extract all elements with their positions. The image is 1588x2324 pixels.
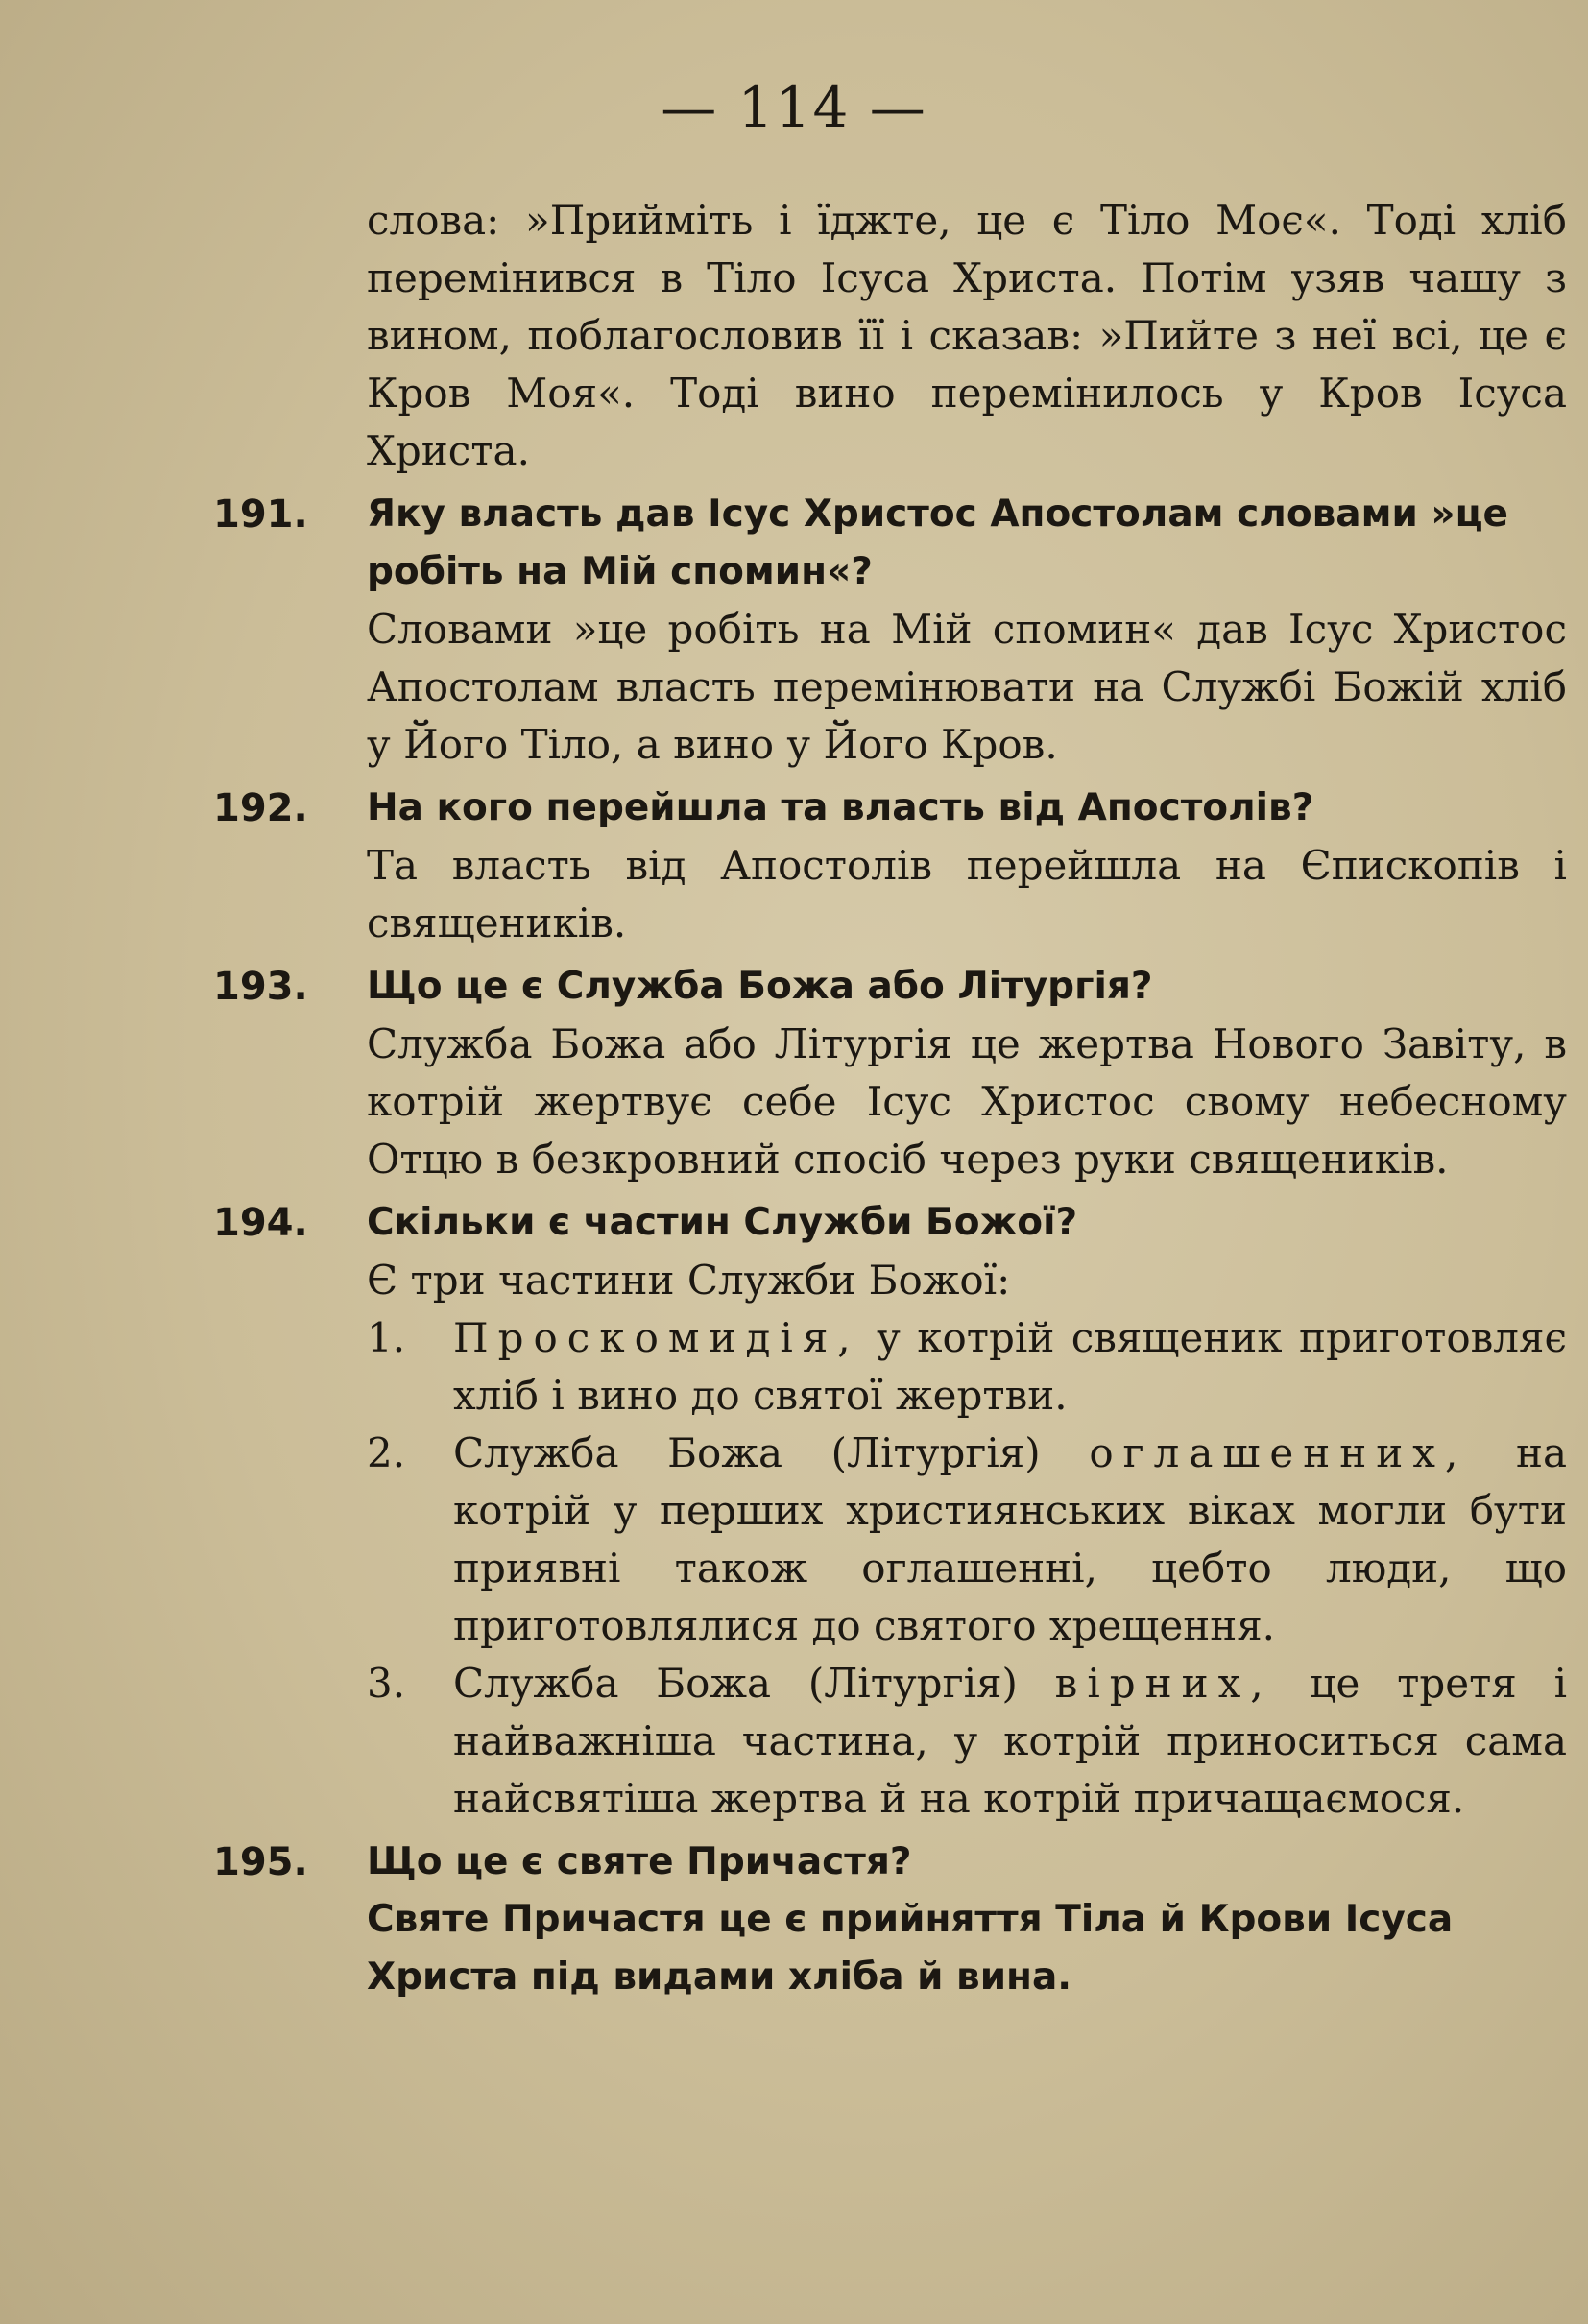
question-192 xyxy=(213,779,1576,952)
answer-text: Служба Божа або Літургія це жертва Нового Завіту, в котрій жертвує себе Ісус Христос свому небесному Отцю в безкровний спосіб через руки священиків. xyxy=(367,1020,1567,1183)
page-number: — 114 — xyxy=(661,75,927,140)
question-text: Яку власть дав Ісус Христос Апостолам словами »це робіть на Мій спомин«? xyxy=(367,492,1508,593)
list-item-prefix: Служба Божа (Літургія) xyxy=(453,1429,1090,1476)
answer-text: Святе Причастя це є прийняття Тіла й Крови Ісуса Христа під видами хліба й вина. xyxy=(367,1898,1454,1999)
question-195 xyxy=(213,1833,1576,2006)
list-item-number: 2. xyxy=(367,1429,406,1476)
intro-paragraph: слова: »Прийміть і їджте, це є Тіло Моє«. Тоді хліб перемінився в Тіло Ісуса Христа. Потім узяв чашу з вином, поблагословив її і сказав: »Пийте з неї всі, це є Кров Моя«. Тоді вино перемінилось у Кров Ісуса Христа. xyxy=(367,197,1567,474)
question-191 xyxy=(213,486,1576,774)
list-item-prefix: Служба Божа (Літургія) xyxy=(453,1660,1055,1707)
question-number: 192. xyxy=(213,786,308,830)
page-content xyxy=(213,192,1576,2006)
list-item xyxy=(367,1309,1567,1425)
question-194 xyxy=(213,1194,1576,1828)
question-number: 191. xyxy=(213,492,308,537)
list-item-number: 1. xyxy=(367,1314,406,1361)
question-text: Що це є святе Причастя? xyxy=(367,1840,912,1883)
question-number: 195. xyxy=(213,1840,308,1884)
question-number: 194. xyxy=(213,1201,308,1245)
list-item-term: Проскомидія, xyxy=(453,1314,860,1361)
question-number: 193. xyxy=(213,965,308,1009)
question-text: Що це є Служба Божа або Літургія? xyxy=(367,965,1153,1008)
answer-text: Словами »це робіть на Мій спомин« дав Ісус Христос Апостолам власть перемінювати на Службі Божій хліб у Його Тіло, а вино у Його Кров. xyxy=(367,606,1567,768)
answer-text: Та власть від Апостолів перейшла на Єпископів і священиків. xyxy=(367,842,1567,946)
list-item-term: вірних, xyxy=(1054,1660,1273,1707)
list-item-term: оглашенних, xyxy=(1089,1429,1468,1476)
question-193 xyxy=(213,958,1576,1188)
list-item-number: 3. xyxy=(367,1660,406,1707)
question-text: Скільки є частин Служби Божої? xyxy=(367,1201,1078,1244)
list-item-text: у котрій священик приготовляє хліб і вино до святої жертви. xyxy=(453,1314,1567,1419)
list-item xyxy=(367,1655,1567,1828)
list-item xyxy=(367,1425,1567,1655)
list-item-text: на котрій у перших християнських віках могли бути приявні також оглашенні, цебто люди, що приготовлялися до святого хрещення. xyxy=(453,1429,1568,1649)
list-item-text: це третя і найважніша частина, у котрій приноситься сама найсвятіша жертва й на котрій причащаємося. xyxy=(453,1660,1568,1822)
question-text: На кого перейшла та власть від Апостолів? xyxy=(367,786,1314,829)
parts-list xyxy=(367,1309,1567,1828)
answer-text: Є три частини Служби Божої: xyxy=(367,1257,1011,1304)
